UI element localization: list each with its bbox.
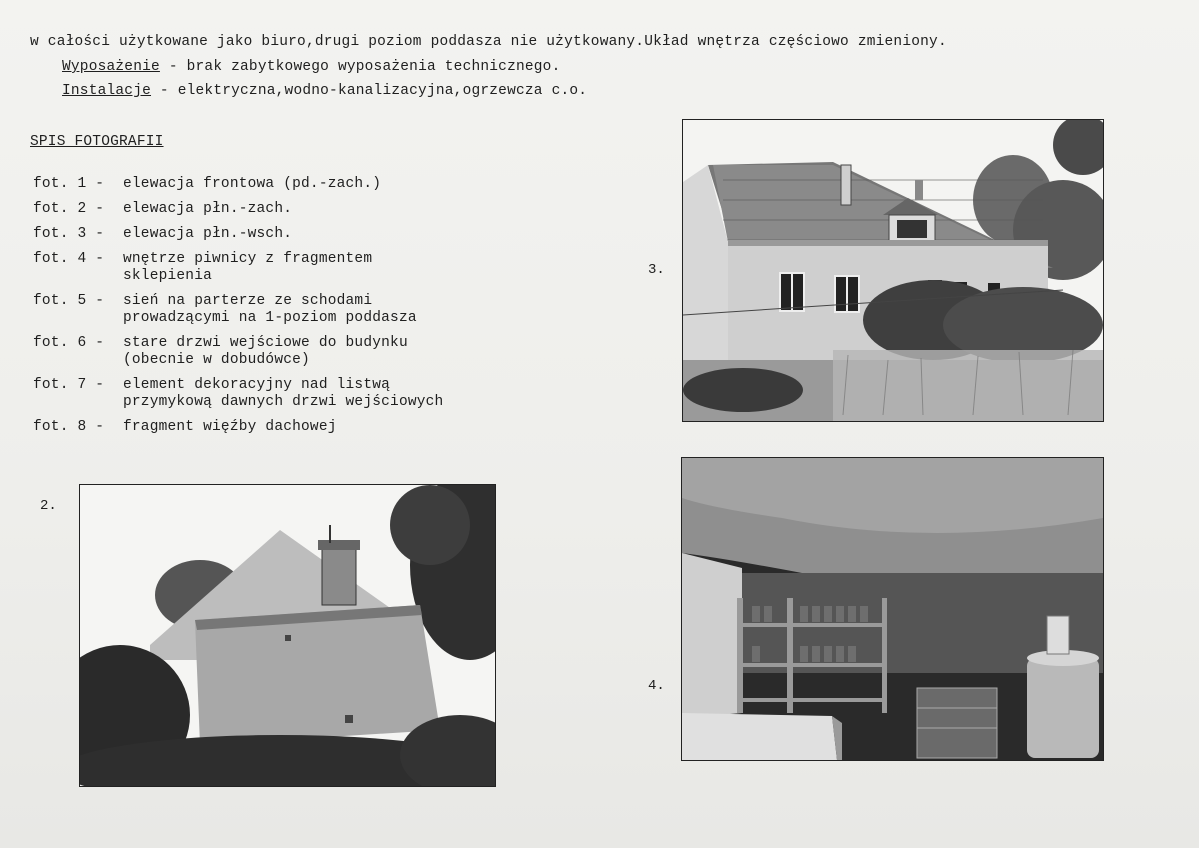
photo-4-cellar-interior bbox=[681, 457, 1104, 761]
list-item-no: fot. 3 - bbox=[33, 226, 105, 242]
list-item-no: fot. 7 - bbox=[33, 377, 105, 393]
wyposazenie-label: Wyposażenie bbox=[62, 59, 160, 75]
list-item-no: fot. 2 - bbox=[33, 201, 105, 217]
instalacje-line bbox=[62, 82, 587, 100]
list-item-text: element dekoracyjny nad listwą bbox=[123, 377, 391, 393]
list-item-text-cont: prowadzącymi na 1-poziom poddasza bbox=[123, 310, 417, 326]
spis-heading: SPIS FOTOGRAFII bbox=[30, 134, 164, 150]
photo-3-house-facade bbox=[682, 119, 1104, 422]
list-item-text: sień na parterze ze schodami bbox=[123, 293, 373, 309]
list-item-text-cont: sklepienia bbox=[123, 268, 213, 284]
list-item-no: fot. 5 - bbox=[33, 293, 105, 309]
photo-2-label: 2. bbox=[40, 498, 57, 514]
wyposazenie-text: - brak zabytkowego wyposażenia technicznego. bbox=[159, 59, 561, 75]
list-item-no: fot. 1 - bbox=[33, 176, 105, 192]
list-item-text: stare drzwi wejściowe do budynku bbox=[123, 335, 408, 351]
list-item-text: elewacja płn.-zach. bbox=[123, 201, 293, 217]
list-item-text: elewacja płn.-wsch. bbox=[123, 226, 293, 242]
list-item-text-cont: (obecnie w dobudówce) bbox=[123, 352, 310, 368]
instalacje-text: - elektryczna,wodno-kanalizacyjna,ogrzewcza c.o. bbox=[151, 83, 588, 99]
wyposazenie-line bbox=[62, 58, 561, 76]
photo-4-label: 4. bbox=[648, 678, 665, 694]
list-item-no: fot. 8 - bbox=[33, 419, 105, 435]
list-item-no: fot. 4 - bbox=[33, 251, 105, 267]
list-item-text: fragment więźby dachowej bbox=[123, 419, 337, 435]
list-item-no: fot. 6 - bbox=[33, 335, 105, 351]
photo-2-gable-wall bbox=[79, 484, 496, 787]
list-item-text: elewacja frontowa (pd.-zach.) bbox=[123, 176, 382, 192]
photo-3-label: 3. bbox=[648, 262, 665, 278]
list-item-text: wnętrze piwnicy z fragmentem bbox=[123, 251, 373, 267]
instalacje-label: Instalacje bbox=[62, 83, 152, 99]
intro-line-1: w całości użytkowane jako biuro,drugi poziom poddasza nie użytkowany.Układ wnętrza częściowo zmieniony. bbox=[30, 34, 947, 50]
list-item-text-cont: przymykową dawnych drzwi wejściowych bbox=[123, 394, 444, 410]
